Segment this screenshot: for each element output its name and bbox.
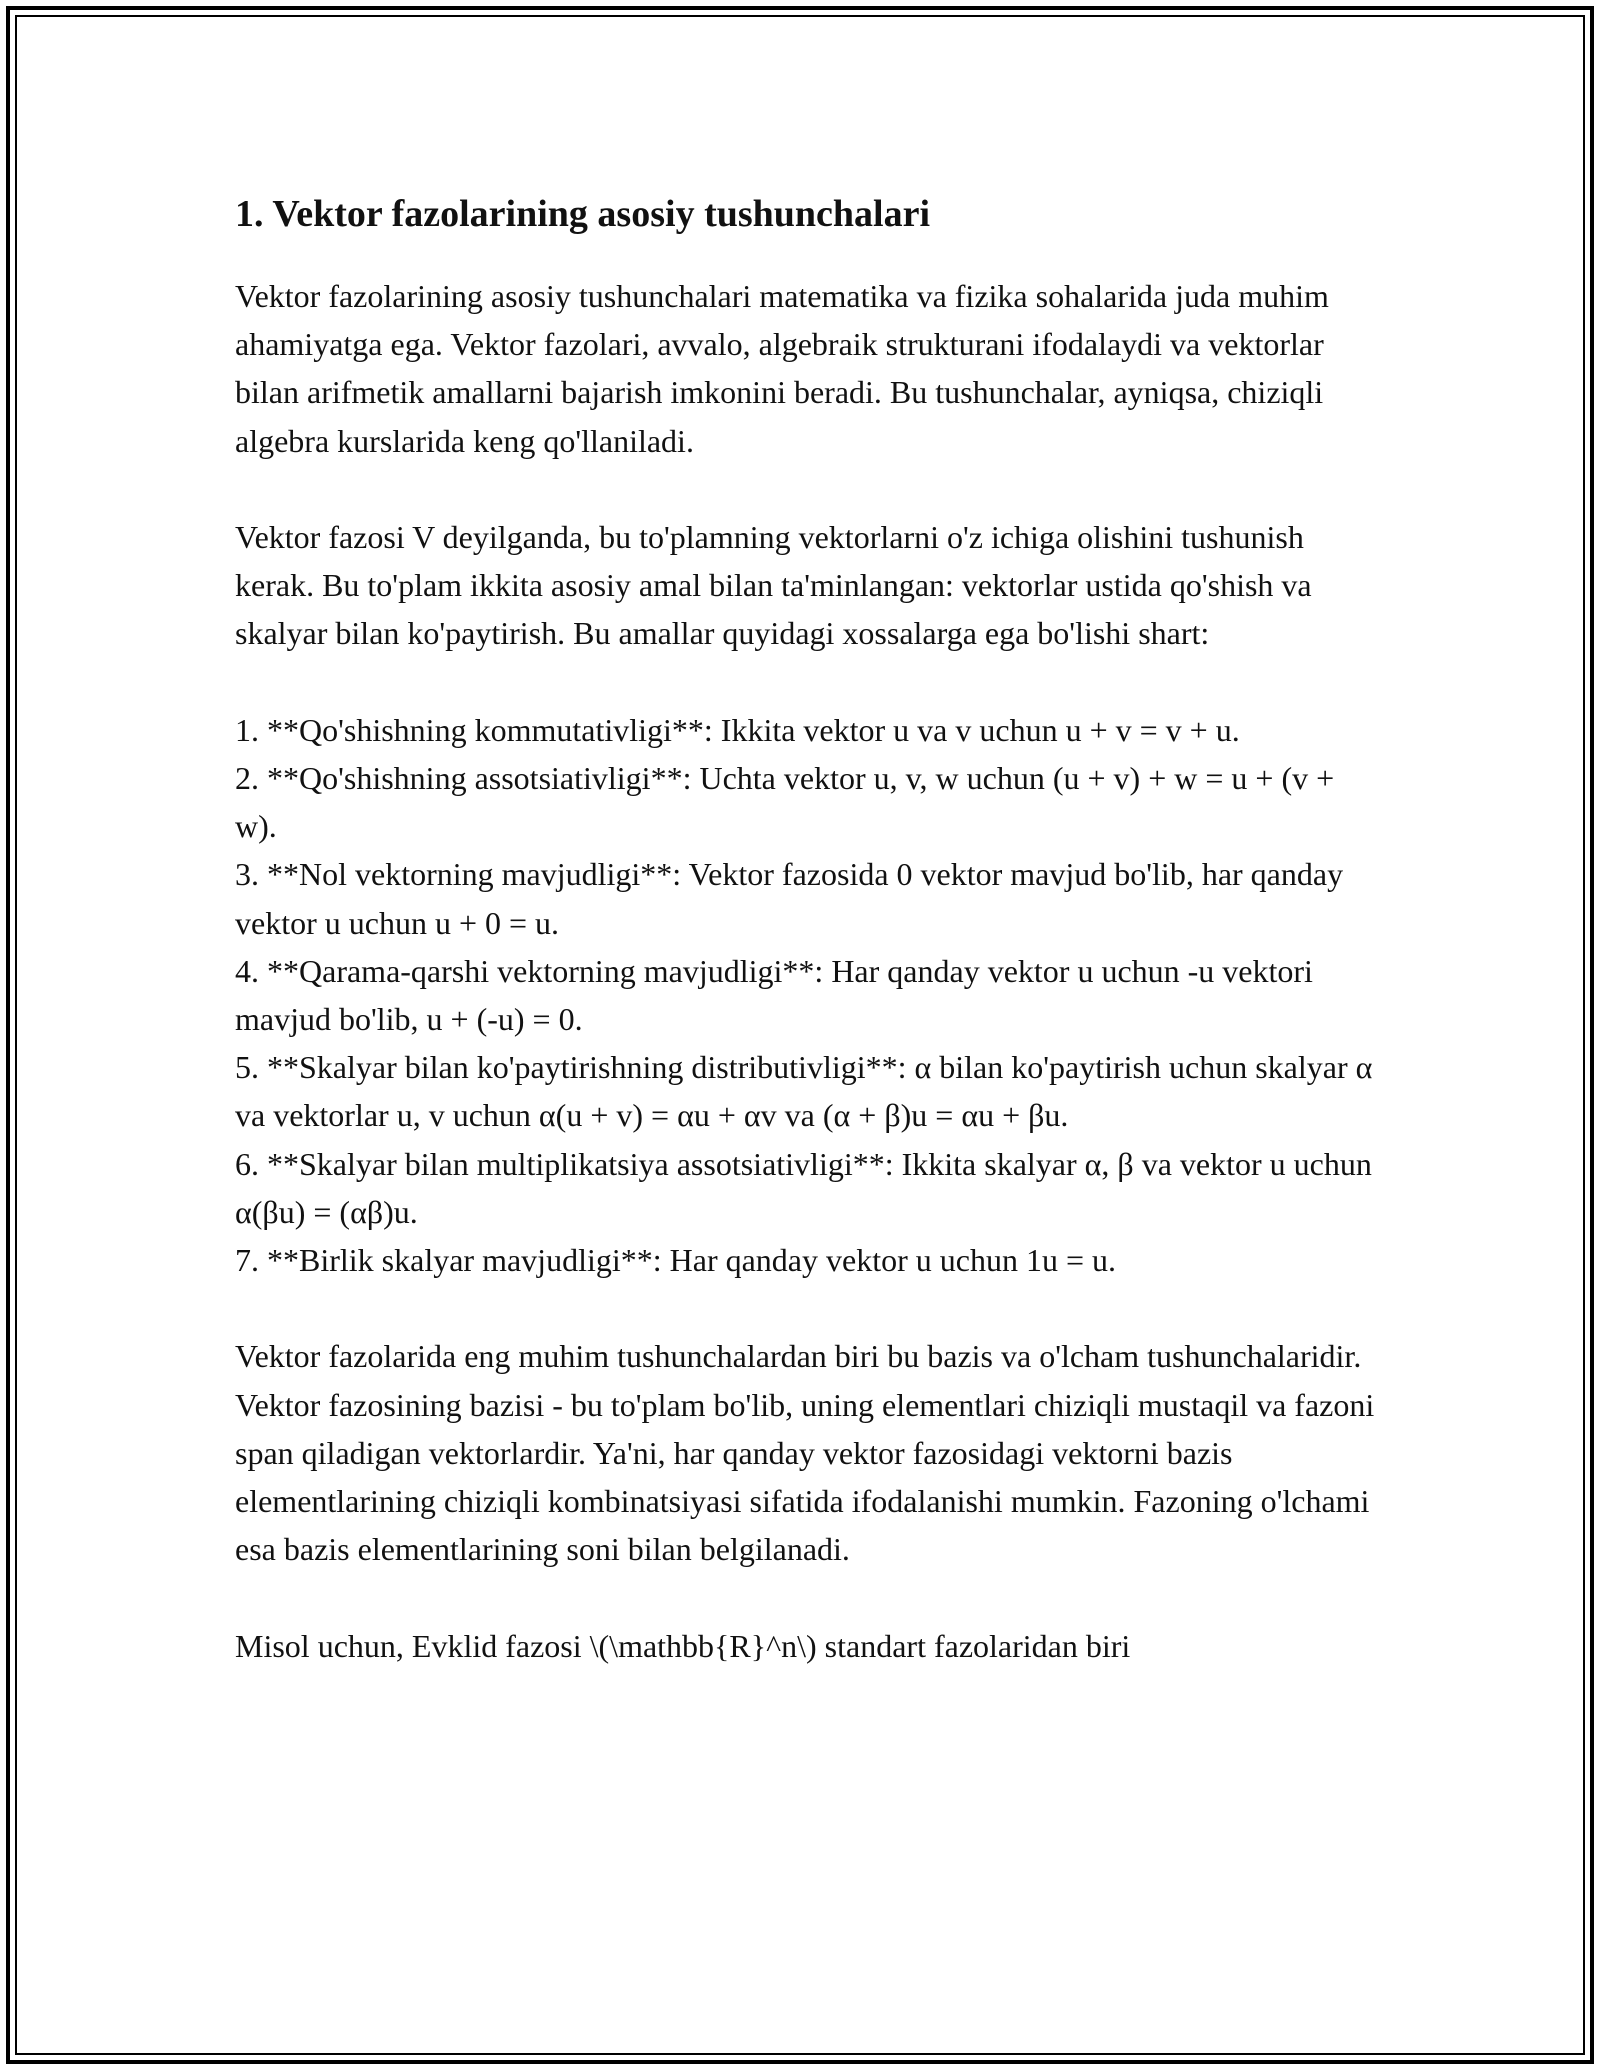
paragraph-gap (235, 1573, 1375, 1621)
list-item: 2. **Qo'shishning assotsiativligi**: Uchta vektor u, v, w uchun (u + v) + w = u + (v + w). (235, 760, 1335, 845)
list-item: 4. **Qarama-qarshi vektorning mavjudligi**: Har qanday vektor u uchun -u vektori mavjud bo'lib, u + (-u) = 0. (235, 952, 1313, 1038)
paragraph-gap (235, 1284, 1375, 1332)
definition-paragraph: Vektor fazosi V deyilganda, bu to'plamning vektorlarni o'z ichiga olishini tushunish kerak. Bu to'plam ikkita asosiy amal bilan ta'minlangan: vektorlar ustida qo'shish va skalyar bilan ko'paytirish. Bu amallar quyidagi xossalarga ega bo'lishi shart: (235, 519, 1312, 652)
list-item: 1. **Qo'shishning kommutativligi**: Ikkita vektor u va v uchun u + v = v + u. (235, 711, 1240, 748)
axioms-list (235, 706, 1375, 1284)
document-body (235, 186, 1375, 1670)
paragraph-gap (235, 465, 1375, 513)
paragraph-gap (235, 658, 1375, 706)
basis-paragraph: Vektor fazolarida eng muhim tushunchalardan biri bu bazis va o'lcham tushunchalaridir. Vektor fazosining bazisi - bu to'plam bo'lib, uning elementlari chiziqli mustaqil va fazoni span qiladigan vektorlardir. Ya'ni, har qanday vektor fazosidagi vektorni bazis elementlarining chiziqli kombinatsiyasi sifatida ifodalanishi mumkin. Fazoning o'lchami esa bazis elementlarining soni bilan belgilanadi. (235, 1338, 1375, 1568)
section-heading: 1. Vektor fazolarining asosiy tushunchalari (235, 193, 931, 235)
list-item: 7. **Birlik skalyar mavjudligi**: Har qanday vektor u uchun 1u = u. (235, 1242, 1116, 1279)
list-item: 6. **Skalyar bilan multiplikatsiya assotsiativligi**: Ikkita skalyar α, β va vektor u uchun α(βu) = (αβ)u. (235, 1145, 1372, 1230)
list-item: 5. **Skalyar bilan ko'paytirishning distributivligi**: α bilan ko'paytirish uchun skalyar α va vektorlar u, v uchun α(u + v) = αu + αv va (α + β)u = αu + βu. (235, 1049, 1373, 1134)
example-paragraph: Misol uchun, Evklid fazosi \(\mathbb{R}^n\) standart fazolaridan biri (235, 1627, 1131, 1664)
list-item: 3. **Nol vektorning mavjudligi**: Vektor fazosida 0 vektor mavjud bo'lib, har qanday vektor u uchun u + 0 = u. (235, 856, 1344, 941)
intro-paragraph: Vektor fazolarining asosiy tushunchalari matematika va fizika sohalarida juda muhim ahamiyatga ega. Vektor fazolari, avvalo, algebraik strukturani ifodalaydi va vektorlar bilan arifmetik amallarni bajarish imkonini beradi. Bu tushunchalar, ayniqsa, chiziqli algebra kurslarida keng qo'llaniladi. (235, 278, 1329, 459)
